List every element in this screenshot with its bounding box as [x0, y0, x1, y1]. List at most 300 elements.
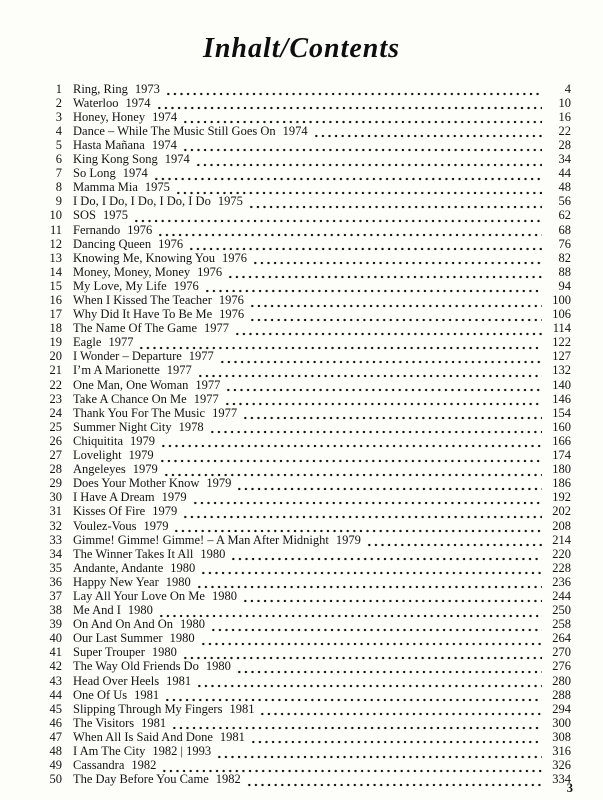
- song-title: King Kong Song: [73, 152, 158, 167]
- dot-leader: [133, 211, 542, 223]
- entry-page: 28: [558, 137, 571, 152]
- dot-leader: [188, 239, 542, 251]
- toc-entry: [40, 519, 571, 533]
- song-year: 1980: [151, 645, 177, 660]
- entry-page: 106: [552, 307, 571, 322]
- entry-title: [73, 195, 243, 209]
- entry-page: 94: [558, 278, 571, 293]
- dot-leader: [200, 563, 542, 575]
- entry-page: 244: [552, 588, 571, 603]
- entry-page: 236: [552, 574, 571, 589]
- entry-title: [73, 773, 241, 787]
- song-year: 1974: [125, 95, 151, 110]
- entry-page: 316: [552, 744, 571, 758]
- song-year: 1978: [178, 419, 204, 434]
- dot-leader: [200, 634, 542, 646]
- entry-number: 29: [49, 476, 62, 491]
- song-year: 1977: [195, 377, 221, 392]
- entry-number: 15: [49, 278, 62, 293]
- song-title: Honey, Honey: [73, 109, 146, 124]
- song-title: Dance – While The Music Still Goes On: [73, 123, 276, 138]
- toc-entry: [40, 308, 571, 322]
- entry-title: [73, 139, 177, 153]
- entry-title: [73, 111, 177, 125]
- song-year: 1982: [215, 772, 241, 787]
- dot-leader: [236, 479, 542, 491]
- dot-leader: [163, 465, 542, 477]
- entry-page: 56: [558, 194, 571, 209]
- dot-leader: [219, 352, 542, 364]
- entry-title: [73, 266, 222, 280]
- entry-title: [73, 364, 192, 378]
- song-title: Waterloo: [73, 95, 119, 110]
- toc-entry: [40, 110, 571, 124]
- song-year: 1980: [180, 617, 206, 632]
- entry-page: 280: [552, 673, 571, 688]
- song-title: Does Your Mother Know: [73, 476, 200, 491]
- entry-title: [73, 646, 177, 660]
- song-title: Andante, Andante: [73, 560, 164, 575]
- entry-title: [73, 322, 229, 336]
- song-year: 1979: [132, 462, 158, 477]
- toc-entry: [40, 674, 571, 688]
- dot-leader: [227, 267, 542, 279]
- entry-number: 34: [49, 546, 62, 561]
- toc-entry: [40, 181, 571, 195]
- song-title: Summer Night City: [73, 419, 172, 434]
- toc-entry: [40, 477, 571, 491]
- entry-title: [73, 379, 220, 393]
- entry-page: 220: [552, 546, 571, 561]
- dot-leader: [182, 507, 542, 519]
- entry-number: 7: [55, 166, 62, 181]
- entry-title: [73, 632, 195, 646]
- song-year: 1981: [229, 701, 255, 716]
- song-year: 1982: [131, 758, 157, 773]
- toc-entry: [40, 434, 571, 448]
- entry-title: [73, 167, 148, 181]
- song-title: Gimme! Gimme! Gimme! – A Man After Midnight: [73, 532, 329, 547]
- entry-number: 25: [49, 419, 62, 434]
- toc-entry: [40, 491, 571, 505]
- song-title: The Visitors: [73, 715, 135, 730]
- toc-entry: [40, 575, 571, 589]
- song-title: Slipping Through My Fingers: [73, 701, 223, 716]
- toc-entry: [40, 561, 571, 575]
- entry-page: 154: [552, 405, 571, 420]
- entry-number: 37: [49, 588, 62, 603]
- dot-leader: [242, 408, 542, 420]
- toc-entry: [40, 350, 571, 364]
- song-title: Cassandra: [73, 758, 125, 773]
- song-title: SOS: [73, 208, 96, 223]
- entry-number: 50: [49, 772, 62, 787]
- song-title: My Love, My Life: [73, 278, 167, 293]
- entry-number: 33: [49, 532, 62, 547]
- toc-entry: [40, 279, 571, 293]
- entry-page: 82: [558, 250, 571, 265]
- entry-title: [73, 576, 191, 590]
- song-year: 1976: [127, 222, 153, 237]
- entry-number: 2: [55, 95, 62, 110]
- dot-leader: [210, 620, 542, 632]
- dot-leader: [196, 676, 542, 688]
- song-year: 1974: [164, 152, 190, 167]
- toc-entry: [40, 293, 571, 307]
- entry-page: 276: [552, 659, 571, 674]
- entry-title: [73, 209, 128, 223]
- entry-number: 32: [49, 518, 62, 533]
- song-title: Kisses Of Fire: [73, 504, 146, 519]
- song-title: One Man, One Woman: [73, 377, 189, 392]
- song-title: One Of Us: [73, 687, 128, 702]
- entry-number: 49: [49, 758, 62, 773]
- dot-leader: [156, 98, 542, 110]
- entry-page: 132: [552, 363, 571, 378]
- song-year: 1975: [102, 208, 128, 223]
- dot-leader: [192, 493, 542, 505]
- song-title: Happy New Year: [73, 574, 159, 589]
- entry-page: 88: [558, 264, 571, 279]
- song-year: 1981: [141, 715, 167, 730]
- toc-entry: [40, 336, 571, 350]
- song-title: I Have A Dream: [73, 490, 155, 505]
- entry-page: 22: [558, 123, 571, 138]
- dot-leader: [195, 155, 542, 167]
- entry-page: 146: [552, 391, 571, 406]
- song-title: Lay All Your Love On Me: [73, 588, 205, 603]
- song-title: When I Kissed The Teacher: [73, 293, 212, 307]
- dot-leader: [160, 436, 542, 448]
- entry-number: 19: [49, 335, 62, 350]
- song-year: 1980: [205, 659, 231, 674]
- entry-number: 21: [49, 363, 62, 378]
- entry-title: [73, 491, 187, 505]
- dot-leader: [249, 296, 542, 308]
- entry-page: 258: [552, 617, 571, 632]
- song-year: 1973: [134, 81, 160, 96]
- song-year: 1980: [170, 560, 196, 575]
- entry-number: 28: [49, 462, 62, 477]
- entry-title: [73, 350, 214, 364]
- toc-entry: [40, 96, 571, 110]
- entry-number: 22: [49, 377, 62, 392]
- song-title: Money, Money, Money: [73, 264, 191, 279]
- toc-entry: [40, 420, 571, 434]
- entry-title: [73, 393, 219, 407]
- song-title: Knowing Me, Knowing You: [73, 250, 216, 265]
- song-title: The Way Old Friends Do: [73, 659, 199, 674]
- song-year: 1977: [188, 349, 214, 364]
- entry-number: 40: [49, 631, 62, 646]
- entry-title: [73, 83, 160, 97]
- entry-page: 288: [552, 687, 571, 702]
- song-year: 1981: [134, 687, 160, 702]
- entry-number: 36: [49, 574, 62, 589]
- entry-page: 76: [558, 236, 571, 251]
- song-title: Super Trouper: [73, 645, 145, 660]
- toc-entry: [40, 378, 571, 392]
- dot-leader: [366, 535, 542, 547]
- entry-number: 9: [55, 194, 62, 209]
- song-year: 1974: [282, 123, 308, 138]
- entry-page: 68: [558, 222, 571, 237]
- entry-page: 16: [558, 109, 571, 124]
- toc-entry: [40, 463, 571, 477]
- song-year: 1977: [204, 321, 230, 336]
- entry-page: 300: [552, 715, 571, 730]
- dot-leader: [234, 324, 542, 336]
- entry-title: [73, 435, 155, 449]
- entry-page: 166: [552, 433, 571, 448]
- song-year: 1975: [217, 194, 243, 209]
- entry-title: [73, 717, 166, 731]
- song-year: 1976: [197, 264, 223, 279]
- entry-page: 214: [552, 532, 571, 547]
- dot-leader: [242, 591, 542, 603]
- entry-page: 192: [552, 490, 571, 505]
- entry-number: 4: [55, 123, 62, 138]
- entry-title: [73, 238, 183, 252]
- toc-entry: [40, 195, 571, 209]
- toc-entry: [40, 632, 571, 646]
- song-year: 1979: [161, 490, 187, 505]
- toc-entry: [40, 702, 571, 716]
- dot-leader: [313, 126, 542, 138]
- entry-number: 38: [49, 603, 62, 618]
- entry-number: 24: [49, 405, 62, 420]
- entry-title: [73, 449, 154, 463]
- dot-leader: [216, 747, 542, 759]
- toc-entry: [40, 448, 571, 462]
- entry-number: 13: [49, 250, 62, 265]
- dot-leader: [225, 380, 542, 392]
- dot-leader: [248, 197, 542, 209]
- entry-title: [73, 463, 158, 477]
- entry-title: [73, 675, 191, 689]
- song-year: 1981: [166, 673, 192, 688]
- entry-page: 62: [558, 208, 571, 223]
- entry-title: [73, 660, 231, 674]
- entry-page: 4: [564, 81, 571, 96]
- entry-page: 228: [552, 560, 571, 575]
- toc-entry: [40, 364, 571, 378]
- entry-title: [73, 731, 245, 745]
- toc-entry: [40, 251, 571, 265]
- dot-leader: [204, 281, 542, 293]
- song-title: Take A Chance On Me: [73, 391, 187, 406]
- dot-leader: [165, 84, 542, 96]
- toc-entry: [40, 688, 571, 702]
- entry-number: 18: [49, 321, 62, 336]
- entry-page: 174: [552, 448, 571, 463]
- toc-entry: [40, 773, 571, 787]
- entry-number: 45: [49, 701, 62, 716]
- song-title: Lovelight: [73, 448, 122, 463]
- dot-leader: [259, 704, 542, 716]
- entry-number: 27: [49, 448, 62, 463]
- song-year: 1980: [165, 574, 191, 589]
- entry-number: 41: [49, 645, 62, 660]
- dot-leader: [252, 253, 542, 265]
- dot-leader: [157, 225, 542, 237]
- song-year: 1977: [166, 363, 192, 378]
- dot-leader: [182, 140, 542, 152]
- toc-entry: [40, 744, 571, 758]
- dot-leader: [230, 549, 542, 561]
- entry-number: 46: [49, 715, 62, 730]
- song-title: Ring, Ring: [73, 81, 128, 96]
- entry-number: 17: [49, 307, 62, 322]
- entry-number: 1: [55, 81, 62, 96]
- song-year: 1977: [193, 391, 219, 406]
- toc-list: [40, 82, 571, 787]
- dot-leader: [153, 169, 542, 181]
- entry-title: [73, 252, 247, 266]
- song-year: 1974: [122, 166, 148, 181]
- song-year: 1980: [200, 546, 226, 561]
- entry-page: 44: [558, 166, 571, 181]
- song-title: Fernando: [73, 222, 121, 237]
- song-year: 1979: [130, 433, 155, 448]
- dot-leader: [138, 338, 542, 350]
- song-year: 1976: [218, 293, 244, 307]
- song-title: The Day Before You Came: [73, 772, 209, 787]
- toc-entry: [40, 152, 571, 166]
- entry-title: [73, 407, 237, 421]
- entry-page: 202: [552, 504, 571, 519]
- entry-page: 48: [558, 180, 571, 195]
- song-title: Angeleyes: [73, 462, 126, 477]
- song-year: 1976: [222, 250, 248, 265]
- entry-number: 44: [49, 687, 62, 702]
- toc-entry: [40, 167, 571, 181]
- song-year: 1979: [152, 504, 178, 519]
- song-year: 1980: [127, 603, 153, 618]
- song-title: Chiquitita: [73, 433, 123, 448]
- entry-page: 250: [552, 603, 571, 618]
- entry-page: 127: [552, 349, 571, 364]
- entry-page: 264: [552, 631, 571, 646]
- entry-page: 294: [552, 701, 571, 716]
- dot-leader: [250, 732, 542, 744]
- toc-entry: [40, 618, 571, 632]
- song-title: Dancing Queen: [73, 236, 152, 251]
- entry-page: 140: [552, 377, 571, 392]
- song-year: 1979: [143, 518, 169, 533]
- toc-entry: [40, 124, 571, 138]
- entry-page: 100: [552, 293, 571, 307]
- song-title: Me And I: [73, 603, 121, 618]
- toc-entry: [40, 505, 571, 519]
- song-year: 1975: [144, 180, 170, 195]
- entry-page: 334: [552, 772, 571, 787]
- entry-number: 30: [49, 490, 62, 505]
- toc-entry: [40, 759, 571, 773]
- entry-title: [73, 477, 231, 491]
- dot-leader: [246, 775, 542, 787]
- entry-page: 326: [552, 758, 571, 773]
- dot-leader: [173, 521, 542, 533]
- entry-title: [73, 308, 244, 322]
- entry-title: [73, 181, 170, 195]
- song-year: 1979: [128, 448, 154, 463]
- entry-title: [73, 125, 308, 139]
- dot-leader: [182, 648, 542, 660]
- entry-number: 16: [49, 293, 62, 307]
- entry-number: 31: [49, 504, 62, 519]
- entry-page: 308: [552, 729, 571, 744]
- song-year: 1982 | 1993: [152, 744, 212, 758]
- toc-entry: [40, 547, 571, 561]
- entry-number: 5: [55, 137, 62, 152]
- entry-page: 34: [558, 152, 571, 167]
- entry-title: [73, 604, 153, 618]
- song-title: I Do, I Do, I Do, I Do, I Do: [73, 194, 211, 209]
- song-title: The Name Of The Game: [73, 321, 198, 336]
- toc-entry: [40, 322, 571, 336]
- dot-leader: [175, 183, 542, 195]
- entry-page: 208: [552, 518, 571, 533]
- toc-entry: [40, 646, 571, 660]
- song-title: Hasta Mañana: [73, 137, 145, 152]
- entry-title: [73, 745, 211, 759]
- entry-number: 48: [49, 744, 62, 758]
- toc-entry: [40, 392, 571, 406]
- toc-entry: [40, 138, 571, 152]
- song-title: Why Did It Have To Be Me: [73, 307, 213, 322]
- entry-title: [73, 703, 254, 717]
- dot-leader: [171, 718, 542, 730]
- entry-number: 23: [49, 391, 62, 406]
- dot-leader: [236, 662, 542, 674]
- entry-title: [73, 280, 199, 294]
- entry-title: [73, 618, 205, 632]
- dot-leader: [159, 451, 542, 463]
- song-title: The Winner Takes It All: [73, 546, 194, 561]
- entry-title: [73, 421, 204, 435]
- song-year: 1979: [335, 532, 361, 547]
- page-number: 3: [566, 781, 573, 795]
- entry-title: [73, 520, 168, 534]
- toc-entry: [40, 533, 571, 547]
- page-title: Inhalt/Contents: [202, 33, 401, 64]
- entry-number: 20: [49, 349, 62, 364]
- entry-page: 180: [552, 462, 571, 477]
- dot-leader: [209, 422, 542, 434]
- song-title: Mamma Mia: [73, 180, 138, 195]
- entry-page: 122: [552, 335, 571, 350]
- entry-number: 11: [49, 222, 62, 237]
- entry-number: 42: [49, 659, 62, 674]
- entry-number: 14: [49, 264, 62, 279]
- song-title: I Wonder – Departure: [73, 349, 182, 364]
- entry-title: [73, 759, 156, 773]
- song-year: 1976: [219, 307, 245, 322]
- song-title: So Long: [73, 166, 116, 181]
- entry-page: 270: [552, 645, 571, 660]
- song-title: Voulez-Vous: [73, 518, 137, 533]
- entry-title: [73, 224, 152, 238]
- song-title: Head Over Heels: [73, 673, 160, 688]
- entry-number: 43: [49, 673, 62, 688]
- entry-number: 6: [55, 152, 62, 167]
- entry-number: 3: [55, 109, 62, 124]
- song-title: Thank You For The Music: [73, 405, 206, 420]
- entry-page: 114: [552, 321, 571, 336]
- toc-entry: [40, 603, 571, 617]
- entry-title: [73, 294, 244, 308]
